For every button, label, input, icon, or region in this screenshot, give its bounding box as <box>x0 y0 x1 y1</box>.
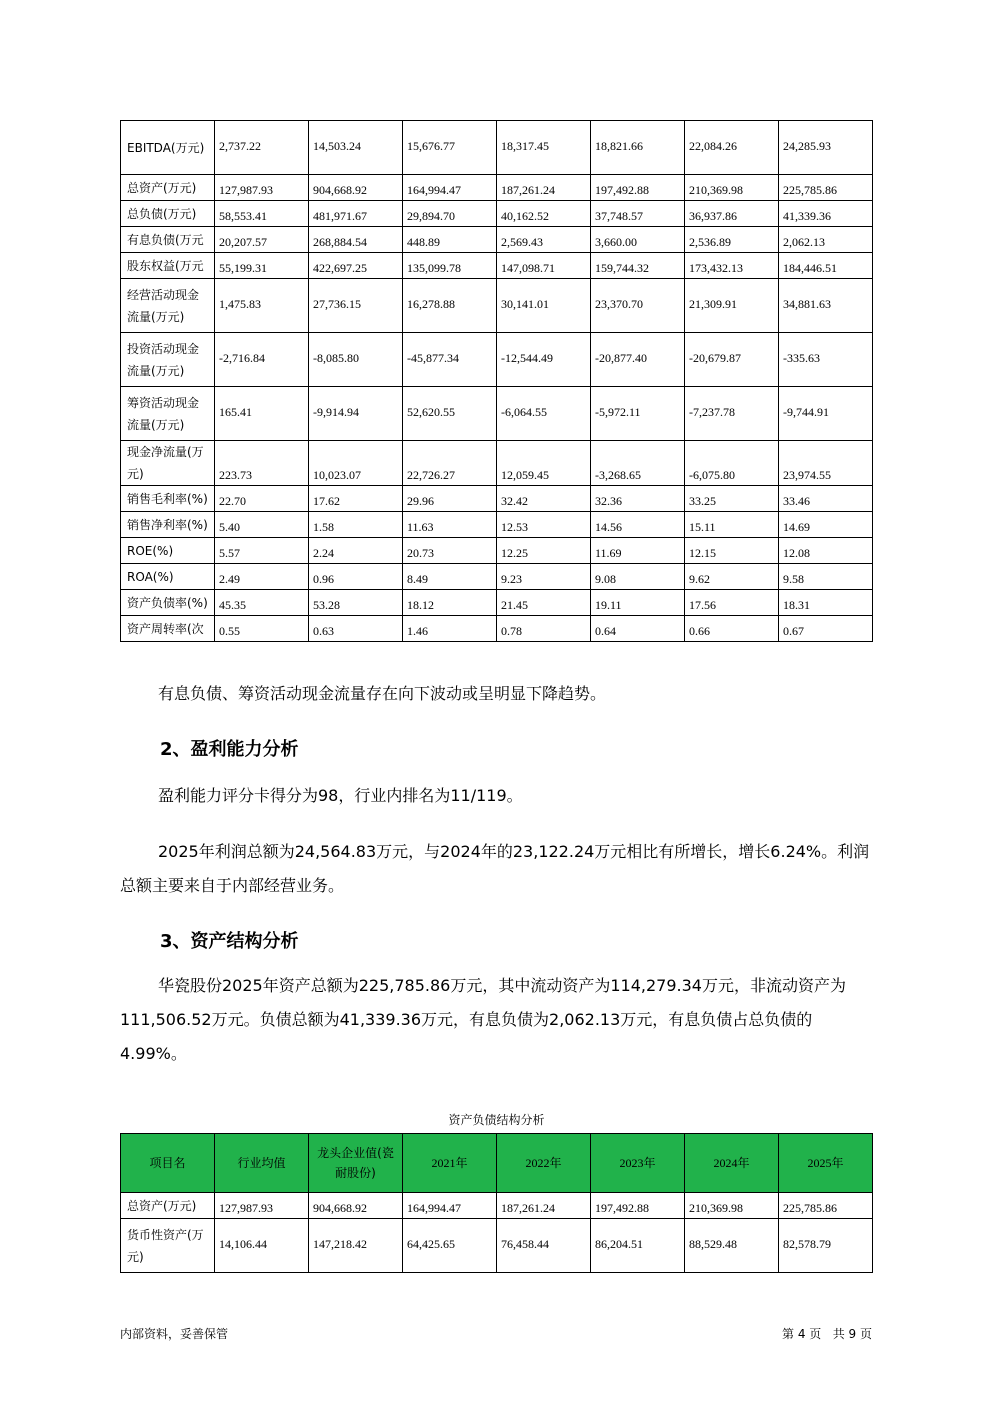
table-row <box>121 1193 873 1219</box>
table-cell: 29,894.70 <box>403 201 497 227</box>
table-cell: 17.62 <box>309 486 403 512</box>
table-cell: -9,914.94 <box>309 387 403 441</box>
table-cell: 135,099.78 <box>403 253 497 279</box>
table-cell: -12,544.49 <box>497 333 591 387</box>
table-cell: 14.56 <box>591 512 685 538</box>
table-row <box>121 253 873 279</box>
table-cell: -6,064.55 <box>497 387 591 441</box>
footer-confidential: 内部资料，妥善保管 <box>120 1327 229 1341</box>
table-cell: 18.12 <box>403 590 497 616</box>
table-cell: 15.11 <box>685 512 779 538</box>
table-cell: 210,369.98 <box>685 175 779 201</box>
table-cell: 9.08 <box>591 564 685 590</box>
table-cell: 147,098.71 <box>497 253 591 279</box>
paragraph-debt-trend: 有息负债、筹资活动现金流量存在向下波动或呈明显下降趋势。 <box>158 684 607 703</box>
table-cell: -45,877.34 <box>403 333 497 387</box>
table-cell: 3,660.00 <box>591 227 685 253</box>
table-cell: 34,881.63 <box>779 279 873 333</box>
table-cell: 20.73 <box>403 538 497 564</box>
table-cell: 0.55 <box>215 616 309 642</box>
table-cell: 11.69 <box>591 538 685 564</box>
column-header: 2024年 <box>685 1134 779 1193</box>
table-row <box>121 121 873 175</box>
table-row <box>121 333 873 387</box>
table-cell: 2,569.43 <box>497 227 591 253</box>
table-cell: -335.63 <box>779 333 873 387</box>
table-cell: 225,785.86 <box>779 1193 873 1219</box>
table-row <box>121 486 873 512</box>
table-cell: 33.25 <box>685 486 779 512</box>
table-cell: -9,744.91 <box>779 387 873 441</box>
table-cell: 187,261.24 <box>497 1193 591 1219</box>
table-cell: 2,536.89 <box>685 227 779 253</box>
table-cell: 52,620.55 <box>403 387 497 441</box>
table-cell: -7,237.78 <box>685 387 779 441</box>
table-cell: 18,821.66 <box>591 121 685 175</box>
table-cell: 23,370.70 <box>591 279 685 333</box>
table-cell: 23,974.55 <box>779 441 873 486</box>
column-header: 2022年 <box>497 1134 591 1193</box>
table-cell: 12.25 <box>497 538 591 564</box>
row-label: 货币性资产(万元) <box>121 1219 215 1273</box>
table-cell: 481,971.67 <box>309 201 403 227</box>
table-cell: 45.35 <box>215 590 309 616</box>
financial-metrics-table <box>120 120 873 642</box>
table-cell: 58,553.41 <box>215 201 309 227</box>
table-cell: 30,141.01 <box>497 279 591 333</box>
table-cell: 1.46 <box>403 616 497 642</box>
row-label: 总负债(万元) <box>121 201 215 227</box>
table-cell: 76,458.44 <box>497 1219 591 1273</box>
paragraph-total-profit: 2025年利润总额为24,564.83万元，与2024年的23,122.24万元相比有所增长，增长6.24%。利润总额主要来自于内部经营业务。 <box>120 842 870 895</box>
table-cell: 24,285.93 <box>779 121 873 175</box>
table-cell: 12.53 <box>497 512 591 538</box>
row-label: 筹资活动现金流量(万元) <box>121 387 215 441</box>
row-label: 经营活动现金流量(万元) <box>121 279 215 333</box>
table-cell: 19.11 <box>591 590 685 616</box>
column-header: 2023年 <box>591 1134 685 1193</box>
table-cell: 0.64 <box>591 616 685 642</box>
table-cell: 8.49 <box>403 564 497 590</box>
table-cell: 1,475.83 <box>215 279 309 333</box>
table-row <box>121 538 873 564</box>
column-header: 2025年 <box>779 1134 873 1193</box>
table-cell: 164,994.47 <box>403 175 497 201</box>
asset-liability-structure-table <box>120 1133 873 1273</box>
table-cell: -20,679.87 <box>685 333 779 387</box>
table-cell: -3,268.65 <box>591 441 685 486</box>
table-cell: 197,492.88 <box>591 175 685 201</box>
table-cell: 88,529.48 <box>685 1219 779 1273</box>
row-label: 资产负债率(%) <box>121 590 215 616</box>
table-cell: 18.31 <box>779 590 873 616</box>
table-cell: 36,937.86 <box>685 201 779 227</box>
table-cell: 16,278.88 <box>403 279 497 333</box>
table-cell: 64,425.65 <box>403 1219 497 1273</box>
table-cell: 29.96 <box>403 486 497 512</box>
table-cell: 86,204.51 <box>591 1219 685 1273</box>
table-cell: 422,697.25 <box>309 253 403 279</box>
paragraph-asset-structure: 华瓷股份2025年资产总额为225,785.86万元，其中流动资产为114,279.34万元，非流动资产为111,506.52万元。负债总额为41,339.36万元，有息负债为2,062.13万元，有息负债占总负债的4.99%。 <box>120 976 846 1063</box>
table-cell: 22,084.26 <box>685 121 779 175</box>
table-cell: 127,987.93 <box>215 1193 309 1219</box>
row-label: ROA(%) <box>121 564 215 590</box>
table-cell: 268,884.54 <box>309 227 403 253</box>
table-cell: 5.57 <box>215 538 309 564</box>
table-cell: 32.42 <box>497 486 591 512</box>
table-cell: 40,162.52 <box>497 201 591 227</box>
table-cell: 210,369.98 <box>685 1193 779 1219</box>
table-cell: 1.58 <box>309 512 403 538</box>
table-cell: 0.78 <box>497 616 591 642</box>
section-heading-profitability: 2、盈利能力分析 <box>160 739 299 760</box>
table-cell: 11.63 <box>403 512 497 538</box>
table-cell: 22.70 <box>215 486 309 512</box>
section-heading-asset-structure: 3、资产结构分析 <box>160 931 299 952</box>
table-cell: 904,668.92 <box>309 175 403 201</box>
table-cell: 12,059.45 <box>497 441 591 486</box>
column-header: 2021年 <box>403 1134 497 1193</box>
row-label: 销售净利率(%) <box>121 512 215 538</box>
table-cell: 33.46 <box>779 486 873 512</box>
table-cell: 0.67 <box>779 616 873 642</box>
table-cell: 2.49 <box>215 564 309 590</box>
table-cell: 187,261.24 <box>497 175 591 201</box>
table-cell: 904,668.92 <box>309 1193 403 1219</box>
table-cell: 12.15 <box>685 538 779 564</box>
table-cell: 127,987.93 <box>215 175 309 201</box>
row-label: 总资产(万元) <box>121 1193 215 1219</box>
row-label: 股东权益(万元 <box>121 253 215 279</box>
table-cell: 9.62 <box>685 564 779 590</box>
table-caption: 资产负债结构分析 <box>448 1113 545 1127</box>
table-cell: 197,492.88 <box>591 1193 685 1219</box>
table-cell: 2,062.13 <box>779 227 873 253</box>
table-cell: 0.63 <box>309 616 403 642</box>
table-cell: 14,106.44 <box>215 1219 309 1273</box>
table-cell: 17.56 <box>685 590 779 616</box>
footer-page-number: 第 4 页 共 9 页 <box>782 1327 872 1341</box>
column-header: 行业均值 <box>215 1134 309 1193</box>
row-label: 销售毛利率(%) <box>121 486 215 512</box>
table-cell: 9.58 <box>779 564 873 590</box>
row-label: 总资产(万元) <box>121 175 215 201</box>
table-cell: -6,075.80 <box>685 441 779 486</box>
table-row <box>121 616 873 642</box>
table-cell: 9.23 <box>497 564 591 590</box>
table-cell: 2,737.22 <box>215 121 309 175</box>
table-cell: 12.08 <box>779 538 873 564</box>
table-cell: 173,432.13 <box>685 253 779 279</box>
table-cell: 184,446.51 <box>779 253 873 279</box>
table-cell: 164,994.47 <box>403 1193 497 1219</box>
column-header: 项目名 <box>121 1134 215 1193</box>
table-cell: 14.69 <box>779 512 873 538</box>
table-cell: 21,309.91 <box>685 279 779 333</box>
paragraph-profitability-score: 盈利能力评分卡得分为98，行业内排名为11/119。 <box>158 786 523 805</box>
table-cell: 0.66 <box>685 616 779 642</box>
table-row <box>121 441 873 486</box>
table-cell: -20,877.40 <box>591 333 685 387</box>
table-cell: 55,199.31 <box>215 253 309 279</box>
table-cell: -8,085.80 <box>309 333 403 387</box>
table-cell: 82,578.79 <box>779 1219 873 1273</box>
table-row <box>121 512 873 538</box>
table-cell: 2.24 <box>309 538 403 564</box>
table-cell: 21.45 <box>497 590 591 616</box>
table-row <box>121 279 873 333</box>
row-label: 有息负债(万元 <box>121 227 215 253</box>
table-cell: 225,785.86 <box>779 175 873 201</box>
table-cell: 5.40 <box>215 512 309 538</box>
table-cell: 18,317.45 <box>497 121 591 175</box>
table-row <box>121 175 873 201</box>
table-cell: 53.28 <box>309 590 403 616</box>
table-cell: 159,744.32 <box>591 253 685 279</box>
row-label: 投资活动现金流量(万元) <box>121 333 215 387</box>
table-cell: 448.89 <box>403 227 497 253</box>
table-cell: 14,503.24 <box>309 121 403 175</box>
table-cell: 41,339.36 <box>779 201 873 227</box>
table-cell: 223.73 <box>215 441 309 486</box>
row-label: ROE(%) <box>121 538 215 564</box>
table-row <box>121 227 873 253</box>
table-cell: 0.96 <box>309 564 403 590</box>
table-row <box>121 387 873 441</box>
column-header: 龙头企业值(瓷耐股份) <box>309 1134 403 1193</box>
table-row <box>121 590 873 616</box>
table-cell: 27,736.15 <box>309 279 403 333</box>
table-cell: 32.36 <box>591 486 685 512</box>
table-cell: 22,726.27 <box>403 441 497 486</box>
row-label: 资产周转率(次 <box>121 616 215 642</box>
row-label: 现金净流量(万元) <box>121 441 215 486</box>
table-cell: -2,716.84 <box>215 333 309 387</box>
table-cell: -5,972.11 <box>591 387 685 441</box>
table-row <box>121 564 873 590</box>
table-cell: 165.41 <box>215 387 309 441</box>
row-label: EBITDA(万元) <box>121 121 215 175</box>
table-cell: 37,748.57 <box>591 201 685 227</box>
table-cell: 147,218.42 <box>309 1219 403 1273</box>
table-cell: 15,676.77 <box>403 121 497 175</box>
table-cell: 10,023.07 <box>309 441 403 486</box>
table-row <box>121 1219 873 1273</box>
table-cell: 20,207.57 <box>215 227 309 253</box>
table-row <box>121 201 873 227</box>
